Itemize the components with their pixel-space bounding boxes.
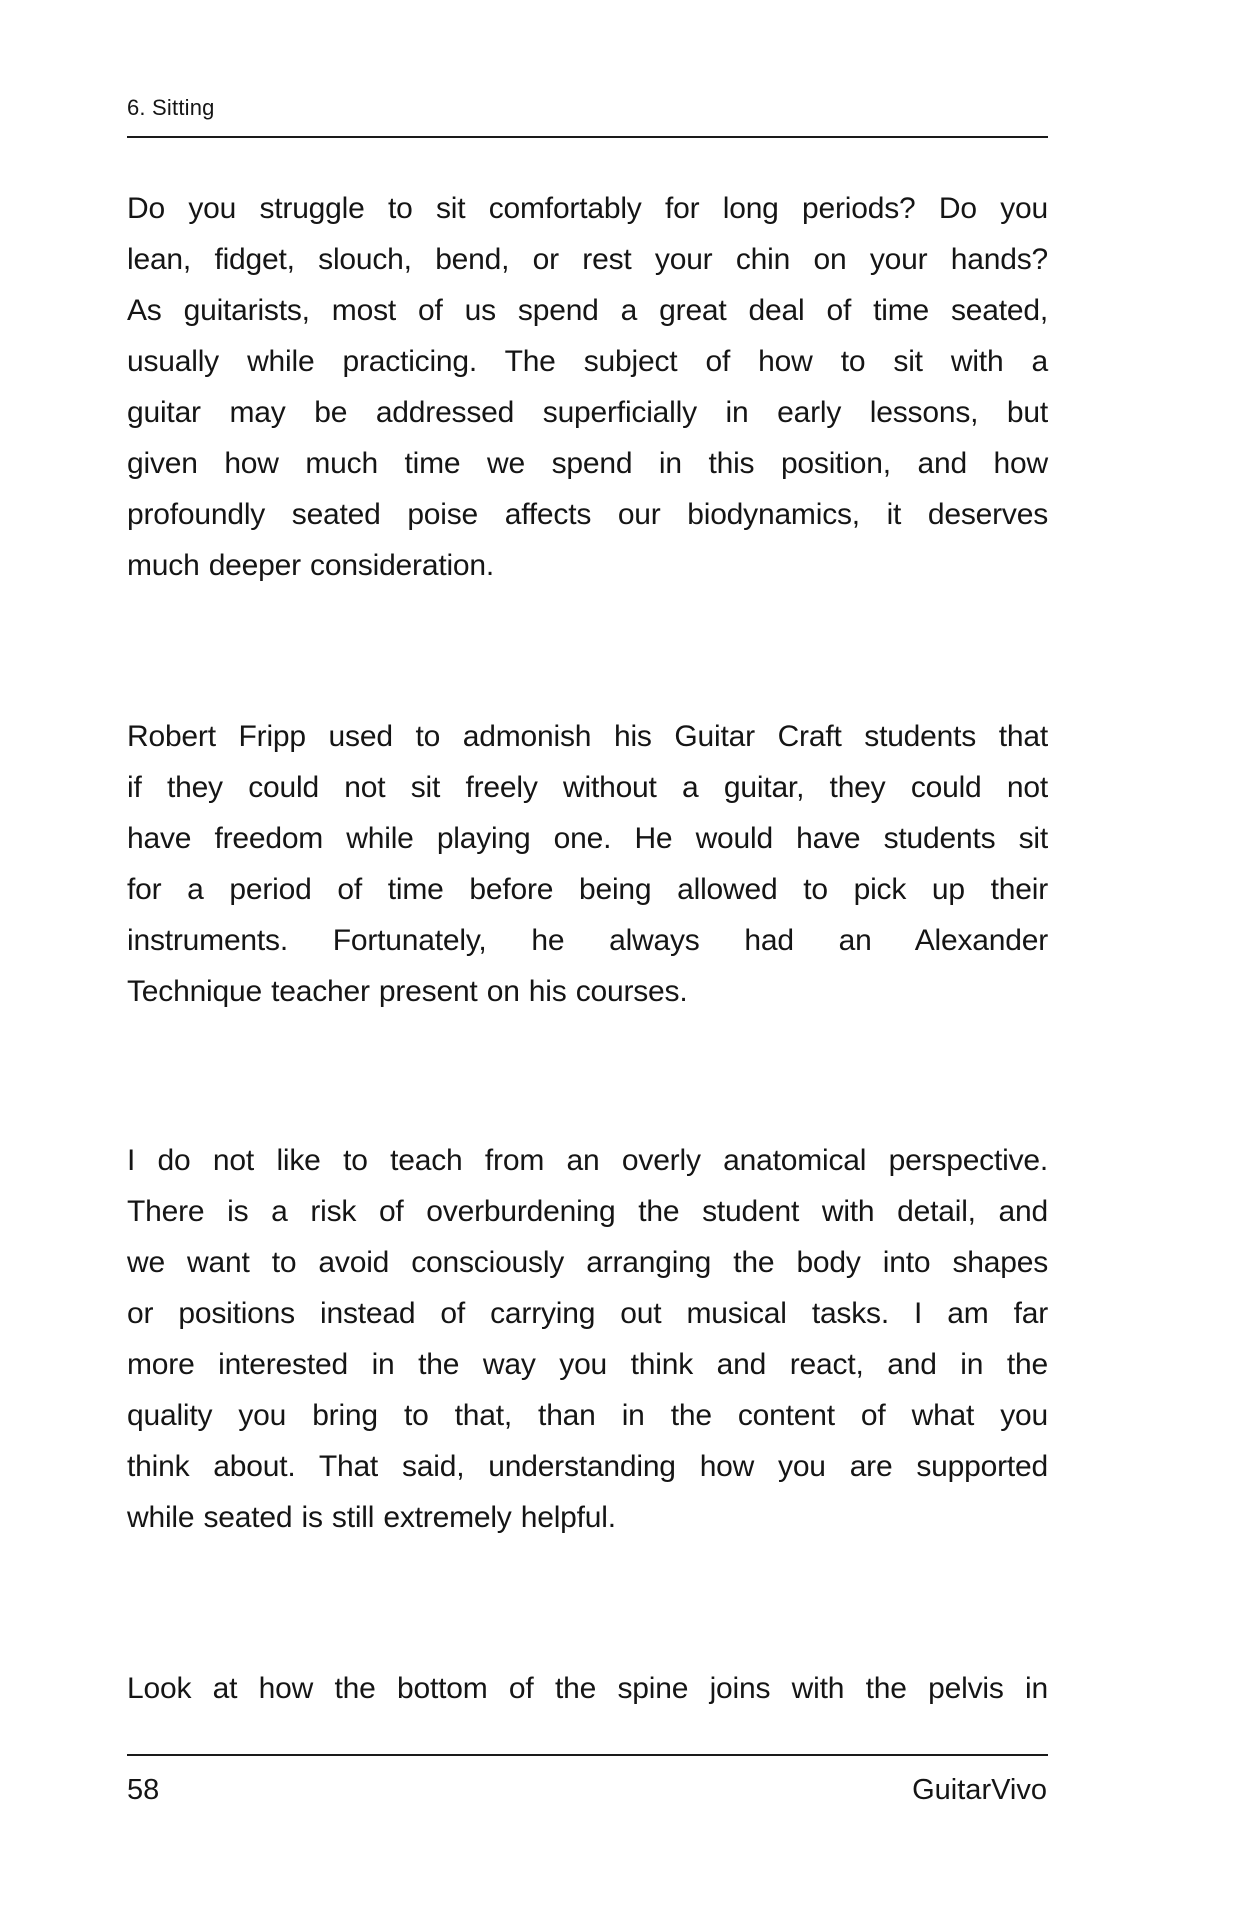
- body-line: There is a risk of overburdening the student with detail, and: [127, 1195, 1048, 1228]
- body-line: quality you bring to that, than in the content of what you: [127, 1399, 1048, 1432]
- paragraph: [127, 1135, 1048, 1543]
- page-number: 58: [127, 1774, 160, 1806]
- body-line: given how much time we spend in this position, and how: [127, 447, 1048, 480]
- body-line: profoundly seated poise affects our biodynamics, it deserves: [127, 498, 1048, 531]
- brand-name: GuitarVivo: [912, 1774, 1047, 1806]
- body-line: more interested in the way you think and react, and in the: [127, 1348, 1048, 1381]
- body-line: or positions instead of carrying out musical tasks. I am far: [127, 1297, 1048, 1330]
- body-line: instruments. Fortunately, he always had an Alexander: [127, 924, 1048, 957]
- body-line: Look at how the bottom of the spine joins with the pelvis in: [127, 1672, 1048, 1705]
- header-rule: [127, 136, 1048, 138]
- body-line: I do not like to teach from an overly anatomical perspective.: [127, 1144, 1048, 1177]
- body-line: for a period of time before being allowed to pick up their: [127, 873, 1048, 906]
- body-line: if they could not sit freely without a guitar, they could not: [127, 771, 1048, 804]
- paragraph: [127, 183, 1048, 591]
- body-line: much deeper consideration.: [127, 549, 495, 582]
- body-line: Robert Fripp used to admonish his Guitar Craft students that: [127, 720, 1048, 753]
- body-line: usually while practicing. The subject of how to sit with a: [127, 345, 1048, 378]
- footer-rule: [127, 1754, 1048, 1756]
- body-line: while seated is still extremely helpful.: [127, 1501, 616, 1534]
- body-line: we want to avoid consciously arranging the body into shapes: [127, 1246, 1048, 1279]
- paragraph: [127, 1663, 1048, 1714]
- body-line: Technique teacher present on his courses.: [127, 975, 688, 1008]
- body-line: lean, fidget, slouch, bend, or rest your chin on your hands?: [127, 243, 1048, 276]
- body-line: As guitarists, most of us spend a great deal of time seated,: [127, 294, 1048, 327]
- body-line: Do you struggle to sit comfortably for long periods? Do you: [127, 192, 1048, 225]
- paragraph: [127, 711, 1048, 1017]
- chapter-heading: 6. Sitting: [127, 95, 215, 120]
- body-line: have freedom while playing one. He would have students sit: [127, 822, 1048, 855]
- body-line: guitar may be addressed superficially in early lessons, but: [127, 396, 1048, 429]
- body-line: think about. That said, understanding how you are supported: [127, 1450, 1048, 1483]
